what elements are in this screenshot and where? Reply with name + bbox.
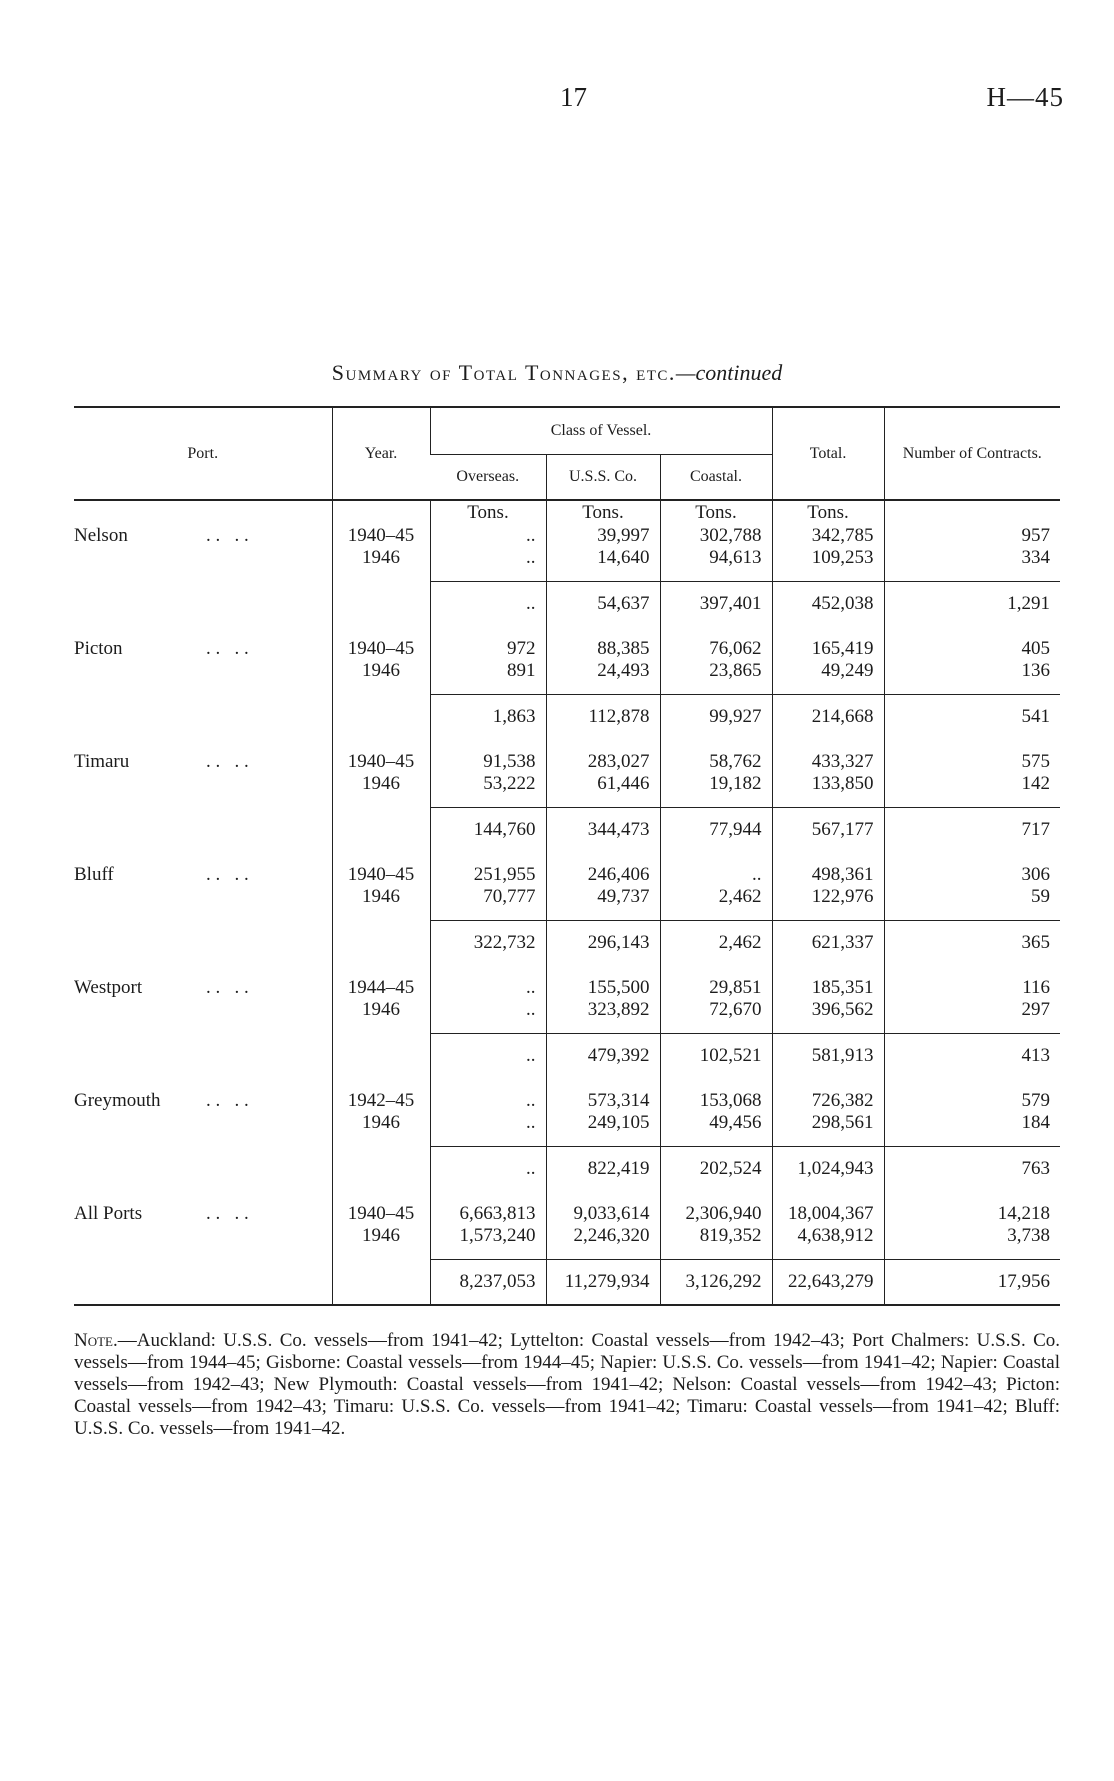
overseas-sum-cell: 1,863 [430, 695, 546, 740]
table-row [74, 751, 1060, 773]
table-title [0, 360, 1114, 386]
coastal-cell: 302,788 [660, 525, 772, 547]
port-name-blank [74, 1147, 332, 1192]
contracts-cell: 142 [884, 773, 1060, 795]
total-cell: 165,419 [772, 638, 884, 660]
coastal-cell: 94,613 [660, 547, 772, 569]
spacer-row [74, 1191, 1060, 1203]
table-row [74, 660, 1060, 682]
year-cell: 1940–45 [332, 751, 430, 773]
port-name [74, 751, 332, 773]
port-name-blank [74, 1260, 332, 1306]
coastal-sum-cell: 397,401 [660, 582, 772, 627]
overseas-sum-cell: .. [430, 1147, 546, 1192]
column-header-class-of-vessel: Class of Vessel. [430, 407, 772, 455]
usco-cell: 39,997 [546, 525, 660, 547]
table-row [74, 773, 1060, 795]
overseas-cell: .. [430, 977, 546, 999]
coastal-cell: 29,851 [660, 977, 772, 999]
table-row [74, 638, 1060, 660]
tonnage-summary-table [74, 406, 1060, 1306]
coastal-cell: 23,865 [660, 660, 772, 682]
year-cell: 1946 [332, 773, 430, 795]
port-label: Bluff [74, 864, 114, 885]
coastal-cell: 153,068 [660, 1090, 772, 1112]
coastal-cell: 72,670 [660, 999, 772, 1021]
port-name [74, 1090, 332, 1112]
year-blank [332, 808, 430, 853]
coastal-cell: 19,182 [660, 773, 772, 795]
dot-leader: . . . . [206, 1203, 249, 1224]
usco-sum-cell: 822,419 [546, 1147, 660, 1192]
spacer-row [74, 626, 1060, 638]
total-cell: 498,361 [772, 864, 884, 886]
overseas-cell: .. [430, 525, 546, 547]
table-title-continued: —continued [675, 360, 783, 385]
year-cell: 1946 [332, 547, 430, 569]
usco-cell: 2,246,320 [546, 1225, 660, 1247]
port-total-row [74, 1260, 1060, 1306]
overseas-sum-cell: 144,760 [430, 808, 546, 853]
coastal-cell: 2,462 [660, 886, 772, 908]
units-row [74, 500, 1060, 525]
spacer-row [74, 739, 1060, 751]
spacer-row [74, 1078, 1060, 1090]
spacer-row [74, 569, 1060, 582]
total-sum-cell: 452,038 [772, 582, 884, 627]
column-header-year: Year. [332, 407, 430, 500]
column-header-overseas: Overseas. [430, 455, 546, 501]
overseas-sum-cell: 322,732 [430, 921, 546, 966]
port-label: Nelson [74, 525, 128, 546]
port-total-row [74, 808, 1060, 853]
contracts-sum-cell: 763 [884, 1147, 1060, 1192]
unit-usco: Tons. [546, 500, 660, 525]
usco-cell: 249,105 [546, 1112, 660, 1134]
year-cell: 1940–45 [332, 525, 430, 547]
port-name [74, 525, 332, 547]
page-number: 17 [560, 82, 587, 112]
contracts-cell: 14,218 [884, 1203, 1060, 1225]
table-row [74, 1225, 1060, 1247]
year-cell: 1946 [332, 886, 430, 908]
overseas-sum-cell: 8,237,053 [430, 1260, 546, 1306]
table-row [74, 886, 1060, 908]
spacer-row [74, 1247, 1060, 1260]
overseas-cell: .. [430, 999, 546, 1021]
port-name [74, 1203, 332, 1225]
overseas-cell: .. [430, 547, 546, 569]
coastal-cell: .. [660, 864, 772, 886]
table-body [74, 500, 1060, 1305]
coastal-cell: 2,306,940 [660, 1203, 772, 1225]
contracts-cell: 59 [884, 886, 1060, 908]
usco-cell: 155,500 [546, 977, 660, 999]
total-sum-cell: 621,337 [772, 921, 884, 966]
overseas-cell: 251,955 [430, 864, 546, 886]
usco-cell: 246,406 [546, 864, 660, 886]
coastal-cell: 76,062 [660, 638, 772, 660]
unit-total: Tons. [772, 500, 884, 525]
total-cell: 122,976 [772, 886, 884, 908]
dot-leader: . . . . [206, 751, 249, 772]
spacer-row [74, 908, 1060, 921]
document-reference: H—45 [986, 82, 1064, 112]
contracts-cell: 405 [884, 638, 1060, 660]
contracts-sum-cell: 541 [884, 695, 1060, 740]
total-cell: 4,638,912 [772, 1225, 884, 1247]
table-title-main: Summary of Total Tonnages, etc. [331, 360, 676, 385]
overseas-cell: 6,663,813 [430, 1203, 546, 1225]
year-cell: 1946 [332, 999, 430, 1021]
contracts-cell: 3,738 [884, 1225, 1060, 1247]
port-name [74, 638, 332, 660]
port-label: Picton [74, 638, 123, 659]
usco-sum-cell: 11,279,934 [546, 1260, 660, 1306]
coastal-sum-cell: 2,462 [660, 921, 772, 966]
coastal-sum-cell: 102,521 [660, 1034, 772, 1079]
total-sum-cell: 214,668 [772, 695, 884, 740]
year-cell: 1946 [332, 1112, 430, 1134]
port-label: Timaru [74, 751, 130, 772]
contracts-sum-cell: 1,291 [884, 582, 1060, 627]
coastal-sum-cell: 99,927 [660, 695, 772, 740]
dot-leader: . . . . [206, 977, 249, 998]
port-name-blank [74, 1034, 332, 1079]
total-sum-cell: 581,913 [772, 1034, 884, 1079]
contracts-cell: 306 [884, 864, 1060, 886]
year-blank [332, 1034, 430, 1079]
table-note [74, 1330, 1060, 1440]
contracts-cell: 334 [884, 547, 1060, 569]
table-row [74, 1203, 1060, 1225]
contracts-cell: 579 [884, 1090, 1060, 1112]
column-header-coastal: Coastal. [660, 455, 772, 501]
year-cell: 1942–45 [332, 1090, 430, 1112]
port-name-blank [74, 886, 332, 908]
coastal-cell: 819,352 [660, 1225, 772, 1247]
overseas-cell: 91,538 [430, 751, 546, 773]
port-name-blank [74, 1225, 332, 1247]
unit-coastal: Tons. [660, 500, 772, 525]
usco-cell: 573,314 [546, 1090, 660, 1112]
year-blank [332, 582, 430, 627]
column-header-usco: U.S.S. Co. [546, 455, 660, 501]
total-cell: 18,004,367 [772, 1203, 884, 1225]
port-total-row [74, 1034, 1060, 1079]
column-header-number-of-contracts: Number of Contracts. [884, 407, 1060, 500]
total-cell: 396,562 [772, 999, 884, 1021]
contracts-cell: 297 [884, 999, 1060, 1021]
coastal-sum-cell: 77,944 [660, 808, 772, 853]
dot-leader: . . . . [206, 638, 249, 659]
port-total-row [74, 695, 1060, 740]
contracts-sum-cell: 717 [884, 808, 1060, 853]
usco-cell: 14,640 [546, 547, 660, 569]
port-name-blank [74, 773, 332, 795]
contracts-cell: 575 [884, 751, 1060, 773]
year-cell: 1940–45 [332, 864, 430, 886]
coastal-cell: 58,762 [660, 751, 772, 773]
table-row [74, 977, 1060, 999]
year-cell: 1944–45 [332, 977, 430, 999]
port-name-blank [74, 921, 332, 966]
contracts-cell: 184 [884, 1112, 1060, 1134]
overseas-cell: 891 [430, 660, 546, 682]
year-blank [332, 695, 430, 740]
table-row [74, 999, 1060, 1021]
usco-sum-cell: 344,473 [546, 808, 660, 853]
port-name-blank [74, 999, 332, 1021]
usco-cell: 283,027 [546, 751, 660, 773]
overseas-cell: 972 [430, 638, 546, 660]
total-sum-cell: 567,177 [772, 808, 884, 853]
table-row [74, 547, 1060, 569]
contracts-cell: 136 [884, 660, 1060, 682]
spacer-row [74, 1134, 1060, 1147]
port-total-row [74, 1147, 1060, 1192]
usco-sum-cell: 296,143 [546, 921, 660, 966]
spacer-row [74, 852, 1060, 864]
usco-cell: 24,493 [546, 660, 660, 682]
coastal-sum-cell: 3,126,292 [660, 1260, 772, 1306]
total-cell: 298,561 [772, 1112, 884, 1134]
overseas-sum-cell: .. [430, 582, 546, 627]
coastal-cell: 49,456 [660, 1112, 772, 1134]
total-cell: 433,327 [772, 751, 884, 773]
year-cell: 1946 [332, 660, 430, 682]
table-row [74, 1090, 1060, 1112]
table-row [74, 525, 1060, 547]
usco-sum-cell: 112,878 [546, 695, 660, 740]
table-row [74, 864, 1060, 886]
usco-sum-cell: 54,637 [546, 582, 660, 627]
usco-cell: 88,385 [546, 638, 660, 660]
usco-cell: 49,737 [546, 886, 660, 908]
overseas-cell: .. [430, 1112, 546, 1134]
port-name [74, 864, 332, 886]
year-blank [332, 1260, 430, 1306]
contracts-cell: 957 [884, 525, 1060, 547]
usco-cell: 9,033,614 [546, 1203, 660, 1225]
port-total-row [74, 921, 1060, 966]
year-blank [332, 1147, 430, 1192]
total-cell: 185,351 [772, 977, 884, 999]
port-name [74, 977, 332, 999]
usco-sum-cell: 479,392 [546, 1034, 660, 1079]
year-cell: 1946 [332, 1225, 430, 1247]
total-cell: 109,253 [772, 547, 884, 569]
port-name-blank [74, 547, 332, 569]
note-label: Note. [74, 1330, 118, 1351]
spacer-row [74, 965, 1060, 977]
overseas-cell: 53,222 [430, 773, 546, 795]
total-sum-cell: 22,643,279 [772, 1260, 884, 1306]
spacer-row [74, 682, 1060, 695]
usco-cell: 61,446 [546, 773, 660, 795]
port-label: Greymouth [74, 1090, 161, 1111]
total-cell: 726,382 [772, 1090, 884, 1112]
unit-overseas: Tons. [430, 500, 546, 525]
total-sum-cell: 1,024,943 [772, 1147, 884, 1192]
port-name-blank [74, 808, 332, 853]
column-header-port: Port. [187, 444, 219, 462]
port-label: Westport [74, 977, 143, 998]
contracts-sum-cell: 17,956 [884, 1260, 1060, 1306]
port-name-blank [74, 1112, 332, 1134]
port-name-blank [74, 695, 332, 740]
port-name-blank [74, 660, 332, 682]
port-label: All Ports [74, 1203, 143, 1224]
total-cell: 49,249 [772, 660, 884, 682]
column-header-total: Total. [772, 407, 884, 500]
total-cell: 342,785 [772, 525, 884, 547]
overseas-cell: 1,573,240 [430, 1225, 546, 1247]
dot-leader: . . . . [206, 525, 249, 546]
dot-leader: . . . . [206, 864, 249, 885]
note-text: —Auckland: U.S.S. Co. vessels—from 1941–42; Lyttelton: Coastal vessels—from 1942–43; Port Chalmers: U.S.S. Co. vessels—from 1944–45; Gisborne: Coastal vessels—from 1944–45; Napier: U.S.S. Co. vessels—from 1941–42; Napier: Coastal vessels—from 1942–43; New Plymouth: Coastal vessels—from 1941–42; Nelson: Coastal vessels—from 1942–43; Picton: Coastal vessels—from 1942–43; Timaru: U.S.S. Co. vessels—from 1941–42; Timaru: Coastal vessels—from 1941–42; Bluff: U.S.S. Co. vessels—from 1941–42. [74, 1330, 1060, 1439]
table-row [74, 1112, 1060, 1134]
total-cell: 133,850 [772, 773, 884, 795]
dot-leader: . . . . [206, 1090, 249, 1111]
port-total-row [74, 582, 1060, 627]
coastal-sum-cell: 202,524 [660, 1147, 772, 1192]
contracts-sum-cell: 365 [884, 921, 1060, 966]
year-cell: 1940–45 [332, 638, 430, 660]
contracts-sum-cell: 413 [884, 1034, 1060, 1079]
overseas-cell: .. [430, 1090, 546, 1112]
spacer-row [74, 795, 1060, 808]
overseas-sum-cell: .. [430, 1034, 546, 1079]
overseas-cell: 70,777 [430, 886, 546, 908]
contracts-cell: 116 [884, 977, 1060, 999]
usco-cell: 323,892 [546, 999, 660, 1021]
year-blank [332, 921, 430, 966]
port-name-blank [74, 582, 332, 627]
spacer-row [74, 1021, 1060, 1034]
year-cell: 1940–45 [332, 1203, 430, 1225]
